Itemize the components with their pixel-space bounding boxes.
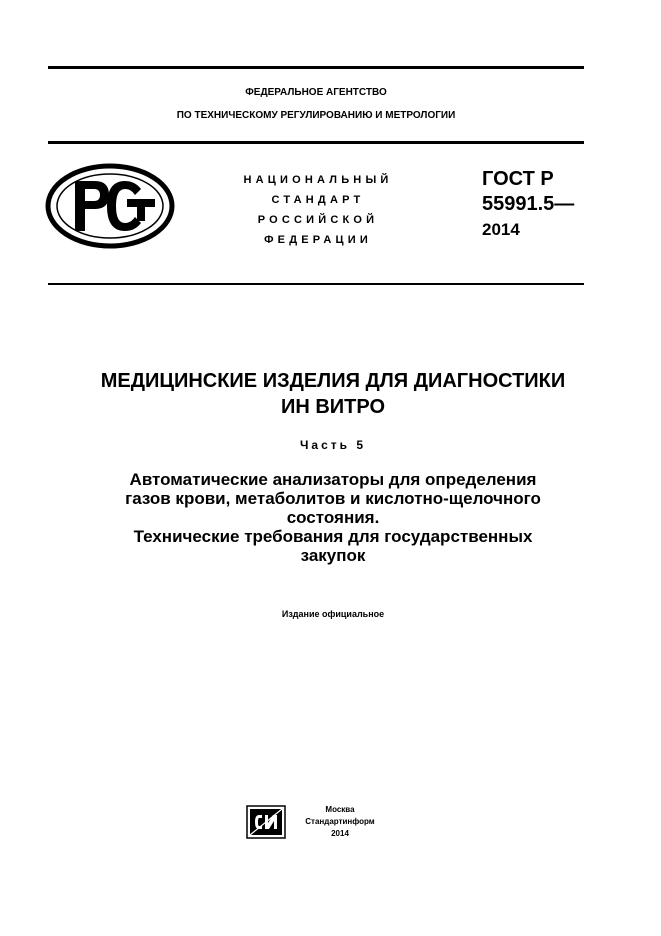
subtitle-line-4: Технические требования для государственных — [133, 527, 533, 546]
publisher-name: Стандартинформ — [305, 817, 375, 826]
subtitle-line-3: состояния. — [286, 508, 380, 527]
title-line-2: ИН ВИТРО — [280, 396, 386, 418]
national-standard-line-2: СТАНДАРТ — [271, 194, 365, 206]
logo-bottom-rule — [48, 283, 584, 285]
gost-line-2: 55991.5— — [482, 193, 575, 215]
subtitle-line-2: газов крови, метаболитов и кислотно-щелочного — [125, 489, 541, 508]
national-standard-line-3: РОССИЙСКОЙ — [257, 214, 379, 226]
standartinform-logo-icon — [246, 805, 286, 839]
publisher-block — [290, 804, 390, 840]
gost-designation — [482, 167, 574, 242]
national-standard-line-1: НАЦИОНАЛЬНЫЙ — [243, 174, 393, 186]
part-label: Часть 5 — [299, 438, 367, 452]
subtitle-line-1: Автоматические анализаторы для определения — [129, 470, 537, 489]
publisher-year: 2014 — [331, 829, 349, 838]
agency-name — [48, 87, 584, 99]
agency-line-1: ФЕДЕРАЛЬНОЕ АГЕНТСТВО — [245, 87, 387, 98]
standartinform-logo-text: СИ — [246, 805, 248, 806]
title-line-1: МЕДИЦИНСКИЕ ИЗДЕЛИЯ ДЛЯ ДИАГНОСТИКИ — [100, 370, 566, 392]
subtitle-line-5: закупок — [300, 546, 366, 565]
edition-label: Издание официальное — [281, 609, 385, 619]
national-standard-line-4: ФЕДЕРАЦИИ — [264, 234, 372, 246]
gost-line-3: 2014 — [482, 220, 520, 239]
document-subtitle — [40, 470, 626, 565]
rst-certification-mark-icon — [45, 163, 175, 249]
rst-logo-text: РСТ — [45, 163, 47, 164]
top-rule — [48, 66, 584, 69]
header-rule — [48, 141, 584, 144]
publisher-city: Москва — [325, 805, 355, 814]
national-standard-label — [220, 170, 416, 250]
document-title — [40, 368, 626, 420]
agency-line-2: ПО ТЕХНИЧЕСКОМУ РЕГУЛИРОВАНИЮ И МЕТРОЛОГИИ — [176, 110, 456, 121]
agency-name-2 — [48, 110, 584, 122]
gost-line-1: ГОСТ Р — [482, 168, 554, 190]
